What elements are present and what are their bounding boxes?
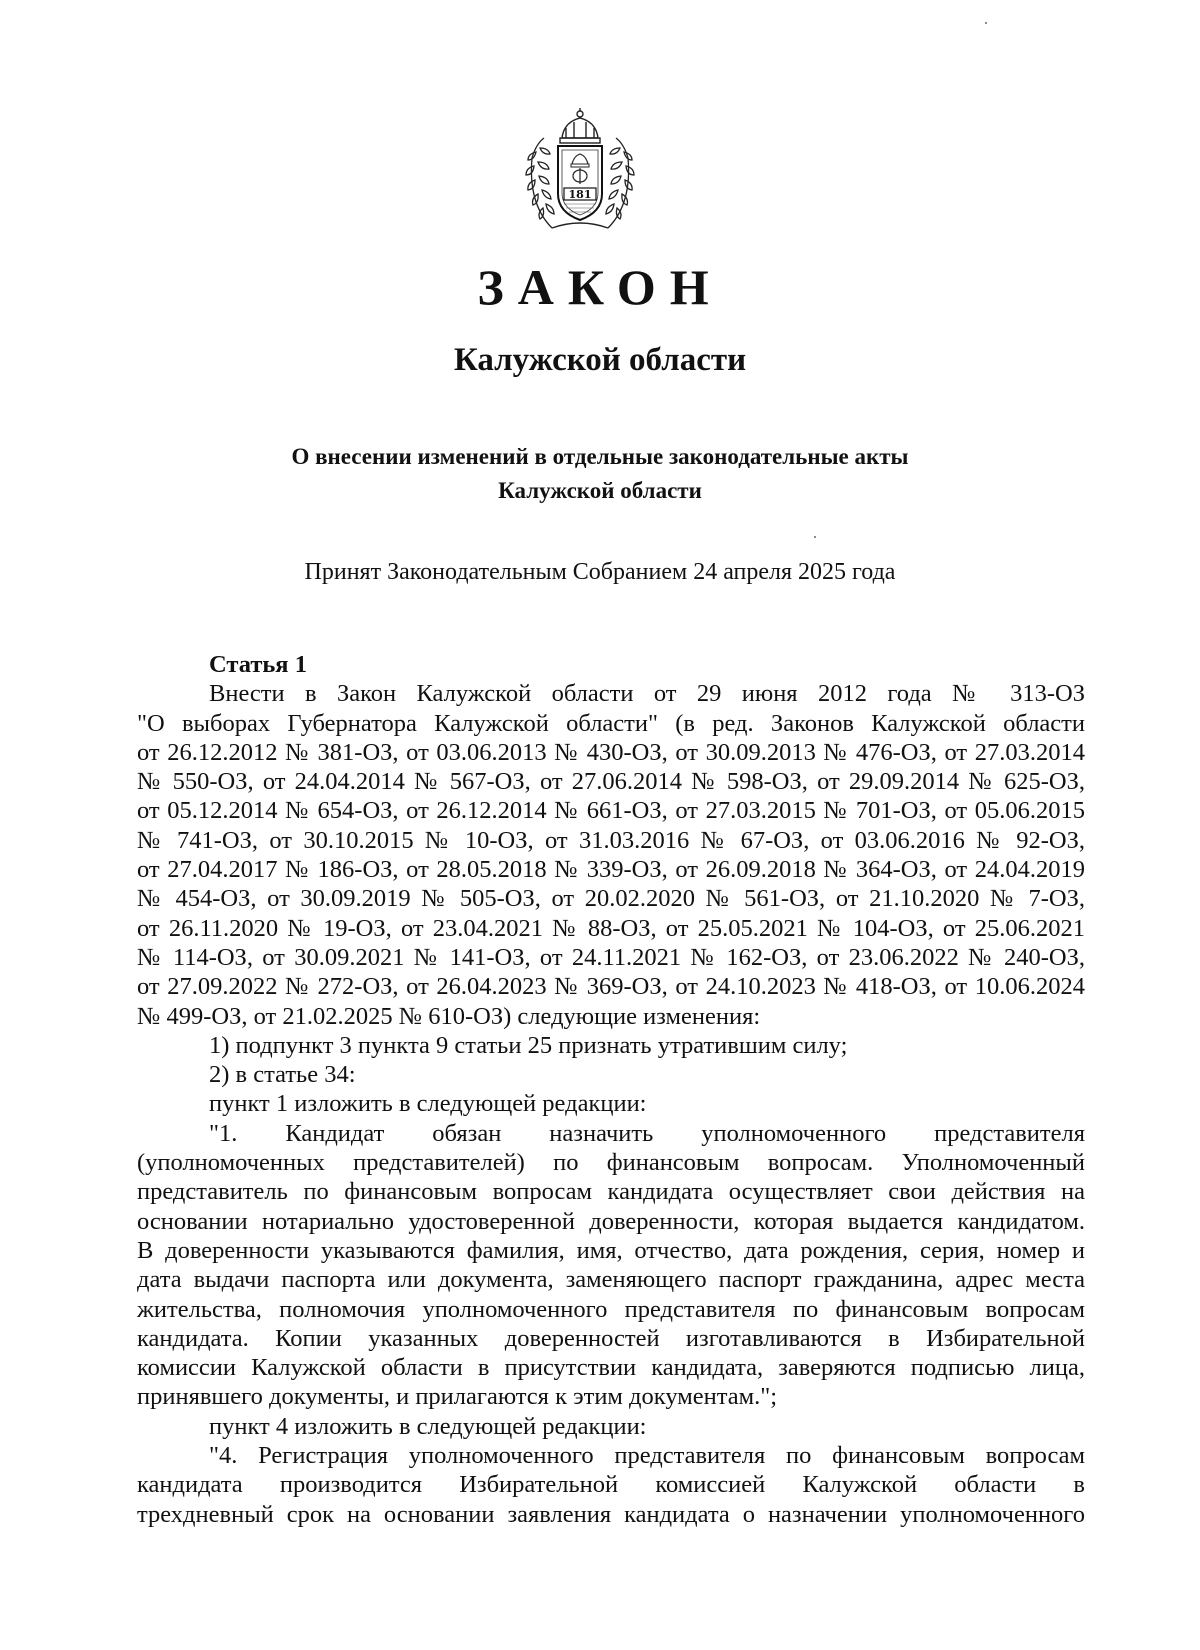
article-line: от 27.04.2017 № 186-ОЗ, от 28.05.2018 № 339-ОЗ, от 26.09.2018 № 364-ОЗ, от 24.04.2019	[137, 856, 1085, 884]
article-line: комиссии Калужской области в присутствии кандидата, заверяются подписью лица,	[137, 1354, 1085, 1382]
law-subject-line-1: О внесении изменений в отдельные законодательные акты	[291, 444, 909, 469]
article-line: от 05.12.2014 № 654-ОЗ, от 26.12.2014 № 661-ОЗ, от 27.03.2015 № 701-ОЗ, от 05.06.2015	[137, 797, 1085, 825]
article-line: от 26.12.2012 № 381-ОЗ, от 03.06.2013 № 430-ОЗ, от 30.09.2013 № 476-ОЗ, от 27.03.2014	[137, 738, 1085, 766]
article-line: "4. Регистрация уполномоченного представителя по финансовым вопросам	[209, 1442, 1085, 1470]
law-subject	[0, 440, 1200, 508]
article-line: от 27.09.2022 № 272-ОЗ, от 26.04.2023 № 369-ОЗ, от 24.10.2023 № 418-ОЗ, от 10.06.2024	[137, 973, 1085, 1001]
article-line: основании нотариально удостоверенной доверенности, которая выдается кандидатом.	[137, 1207, 1085, 1235]
article-line: 1) подпункт 3 пункта 9 статьи 25 признать утратившим силу;	[209, 1031, 848, 1059]
article-line: представитель по финансовым вопросам кандидата осуществляет свои действия на	[137, 1178, 1085, 1206]
article-body	[137, 650, 1085, 1529]
scan-speck	[814, 536, 816, 538]
article-line: "1. Кандидат обязан назначить уполномоченного представителя	[209, 1119, 1085, 1147]
article-line: принявшего документы, и прилагаются к этим документам.";	[137, 1383, 778, 1411]
article-line: № 550-ОЗ, от 24.04.2014 № 567-ОЗ, от 27.06.2014 № 598-ОЗ, от 29.09.2014 № 625-ОЗ,	[137, 768, 1085, 796]
article-line: 2) в статье 34:	[209, 1061, 356, 1089]
scan-speck	[985, 22, 987, 24]
article-line: "О выборах Губернатора Калужской области" (в ред. Законов Калужской области	[137, 709, 1085, 737]
article-line: пункт 4 изложить в следующей редакции:	[209, 1412, 647, 1440]
article-line: трехдневный срок на основании заявления кандидата о назначении уполномоченного	[137, 1500, 1085, 1528]
article-line: В доверенности указываются фамилия, имя, отчество, дата рождения, серия, номер и	[137, 1236, 1085, 1264]
law-subject-line-2: Калужской области	[498, 478, 702, 503]
article-line: от 26.11.2020 № 19-ОЗ, от 23.04.2021 № 88-ОЗ, от 25.05.2021 № 104-ОЗ, от 25.06.2021	[137, 914, 1085, 942]
adoption-note: Принят Законодательным Собранием 24 апреля 2025 года	[304, 559, 896, 585]
article-line: дата выдачи паспорта или документа, заменяющего паспорт гражданина, адрес места	[137, 1266, 1085, 1294]
document-title: ЗАКОН	[477, 259, 723, 315]
article-line: жительства, полномочия уполномоченного представителя по финансовым вопросам	[137, 1295, 1085, 1323]
article-line: (уполномоченных представителей) по финансовым вопросам. Уполномоченный	[137, 1149, 1085, 1177]
article-line: № 114-ОЗ, от 30.09.2021 № 141-ОЗ, от 24.11.2021 № 162-ОЗ, от 23.06.2022 № 240-ОЗ,	[137, 943, 1085, 971]
article-line: № 454-ОЗ, от 30.09.2019 № 505-ОЗ, от 20.02.2020 № 561-ОЗ, от 21.10.2020 № 7-ОЗ,	[137, 885, 1085, 913]
article-line: кандидата. Копии указанных доверенностей изготавливаются в Избирательной	[137, 1324, 1085, 1352]
article-line: кандидата производится Избирательной комиссией Калужской области в	[137, 1471, 1085, 1499]
article-heading: Статья 1	[209, 651, 307, 678]
article-line: пункт 1 изложить в следующей редакции:	[209, 1090, 647, 1118]
article-line: № 741-ОЗ, от 30.10.2015 № 10-ОЗ, от 31.03.2016 № 67-ОЗ, от 03.06.2016 № 92-ОЗ,	[137, 826, 1085, 854]
article-line: № 499-ОЗ, от 21.02.2025 № 610-ОЗ) следующие изменения:	[137, 1002, 761, 1030]
article-line: Внести в Закон Калужской области от 29 июня 2012 года № 313-ОЗ	[209, 680, 1085, 708]
document-subtitle: Калужской области	[453, 342, 747, 378]
svg-text:181: 181	[568, 188, 592, 201]
coat-of-arms-icon	[522, 108, 638, 236]
